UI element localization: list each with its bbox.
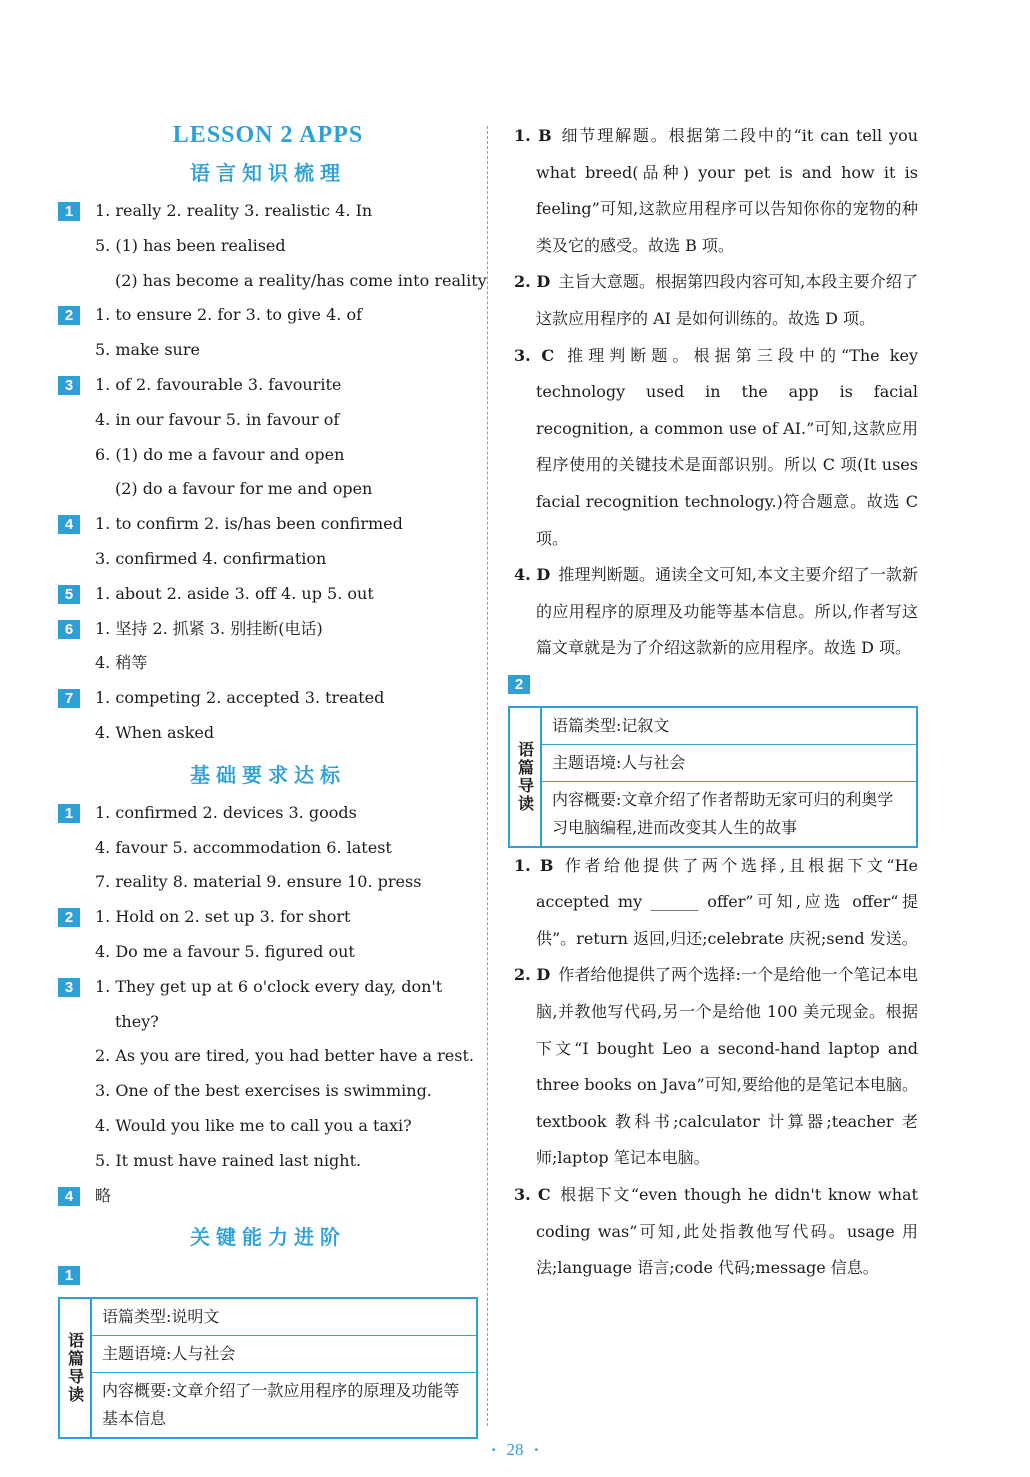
reading-guide-label: 语篇导读 [510,708,542,846]
answer-line: 1 1. really 2. reality 3. realistic 4. In [58,194,478,229]
answer-line: 2. As you are tired, you had better have a rest. [95,1046,474,1066]
exercise-badge: 1 [58,202,80,221]
section-title-language-knowledge: 语言知识梳理 [190,161,346,185]
exercise-badge: 4 [58,1187,80,1206]
guide-row-theme: 主题语境:人与社会 [542,745,916,782]
answer-line: 3 1. of 2. favourable 3. favourite [58,368,478,403]
answer-line: 5. make sure [95,340,200,360]
answer-line: 6. (1) do me a favour and open [95,444,345,464]
answer-explanation: 3. C 根据下文“even though he didn't know what coding was”可知,此处指教他写代码。usage 用法;language 语言;code 代码;message 信息。 [514,1185,918,1278]
section-title-key-abilities: 关键能力进阶 [190,1225,346,1250]
exercise-badge: 3 [58,376,80,395]
answer-explanation: 1. B 细节理解题。根据第二段中的“it can tell you what breed(品种) your pet is and how it is feeling”可知,这款应用程序可以告知你你的宠物的种类及它的感受。故选 B 项。 [514,126,919,255]
answer-line: 4 略 [58,1179,478,1214]
exercise-badge: 5 [58,585,80,604]
answer-line: 4. Would you like me to call you a taxi? [95,1115,412,1135]
right-column [508,118,918,1287]
answer-explanation: 3. C 推理判断题。根据第三段中的“The key technology used in the app is facial recognition, a common use of AI.”可知,这款应用程序使用的关键技术是面部识别。所以 C 项(It uses facial recognition technology.)符合题意。故选 C 项。 [514,345,918,548]
exercise-badge: 4 [58,515,80,534]
answer-group-1 [508,118,918,667]
answer-explanation: 2. D 主旨大意题。根据第四段内容可知,本段主要介绍了这款应用程序的 AI 是如何训练的。故选 D 项。 [514,272,918,328]
answer-line: 2 1. to ensure 2. for 3. to give 4. of [58,298,478,333]
answer-line: 6 1. 坚持 2. 抓紧 3. 别挂断(电话) [58,612,478,647]
left-column [58,118,487,1439]
answer-line: 1 1. confirmed 2. devices 3. goods [58,796,478,831]
section-title-basic-requirements: 基础要求达标 [190,762,346,787]
exercise-badge: 2 [58,306,80,325]
guide-row-theme: 主题语境:人与社会 [92,1336,476,1373]
answer-line: 4. Do me a favour 5. figured out [95,941,355,961]
guide-row-genre: 语篇类型:记叙文 [542,708,916,745]
answer-line: they? [115,1011,159,1031]
page-number: · 28 · [490,1440,540,1459]
answer-line: 5. It must have rained last night. [95,1150,362,1170]
lesson-title: LESSON 2 APPS [172,122,364,148]
answer-line: 3. One of the best exercises is swimming. [95,1081,432,1101]
exercise-badge: 3 [58,978,80,997]
exercise-badge: 2 [58,908,80,927]
guide-row-summary: 内容概要:文章介绍了作者帮助无家可归的利奥学习电脑编程,进而改变其人生的故事 [552,789,894,837]
answer-line: 4. in our favour 5. in favour of [95,409,340,429]
answer-line: 4. When asked [95,722,215,742]
guide-row-genre: 语篇类型:说明文 [92,1299,476,1336]
answer-explanation: 2. D 作者给他提供了两个选择:一个是给他一个笔记本电脑,并教他写代码,另一个是给他 100 美元现金。根据下文“I bought Leo a second-hand laptop and three books on Java”可知,要给他的是笔记本电脑。textbook 教科书;calculator 计算器;teacher 老师;laptop 笔记本电脑。 [514,965,918,1168]
answer-line: (2) has become a reality/has come into reality [115,270,487,290]
answer-explanation: 4. D 推理判断题。通读全文可知,本文主要介绍了一款新的应用程序的原理及功能等基本信息。所以,作者写这篇文章就是为了介绍这款新的应用程序。故选 D 项。 [514,565,918,658]
answer-explanation: 1. B 作者给他提供了两个选择,且根据下文“He accepted my ______ offer”可知,应选 offer“提供”。return 返回,归还;celebrate 庆祝;send 发送。 [514,855,918,948]
answer-line: 3 1. They get up at 6 o'clock every day, don't [58,970,478,1005]
answer-group-2 [508,848,918,1287]
answer-line: (2) do a favour for me and open [115,479,373,499]
answer-line: 5. (1) has been realised [95,235,286,255]
answer-line: 4. favour 5. accommodation 6. latest [95,837,392,857]
exercise-badge: 7 [58,689,80,708]
exercise-badge: 1 [58,804,80,823]
reading-guide-label: 语篇导读 [60,1299,92,1437]
column-divider [487,126,488,1426]
reading-guide-box [508,706,918,848]
section-language-knowledge [58,194,487,751]
answer-line: 5 1. about 2. aside 3. off 4. up 5. out [58,577,478,612]
exercise-badge: 2 [508,675,530,694]
answer-line: 4 1. to confirm 2. is/has been confirmed [58,507,478,542]
guide-row-summary: 内容概要:文章介绍了一款应用程序的原理及功能等基本信息 [102,1381,460,1429]
answer-line: 4. 稍等 [95,653,148,673]
section-basic-requirements [58,796,478,1214]
answer-line: 3. confirmed 4. confirmation [95,548,327,568]
reading-guide-box [58,1297,478,1439]
exercise-badge: 1 [58,1266,80,1285]
answer-line: 2 1. Hold on 2. set up 3. for short [58,900,478,935]
exercise-badge: 6 [58,620,80,639]
answer-line: 7. reality 8. material 9. ensure 10. press [95,872,422,892]
answer-line: 7 1. competing 2. accepted 3. treated [58,681,478,716]
